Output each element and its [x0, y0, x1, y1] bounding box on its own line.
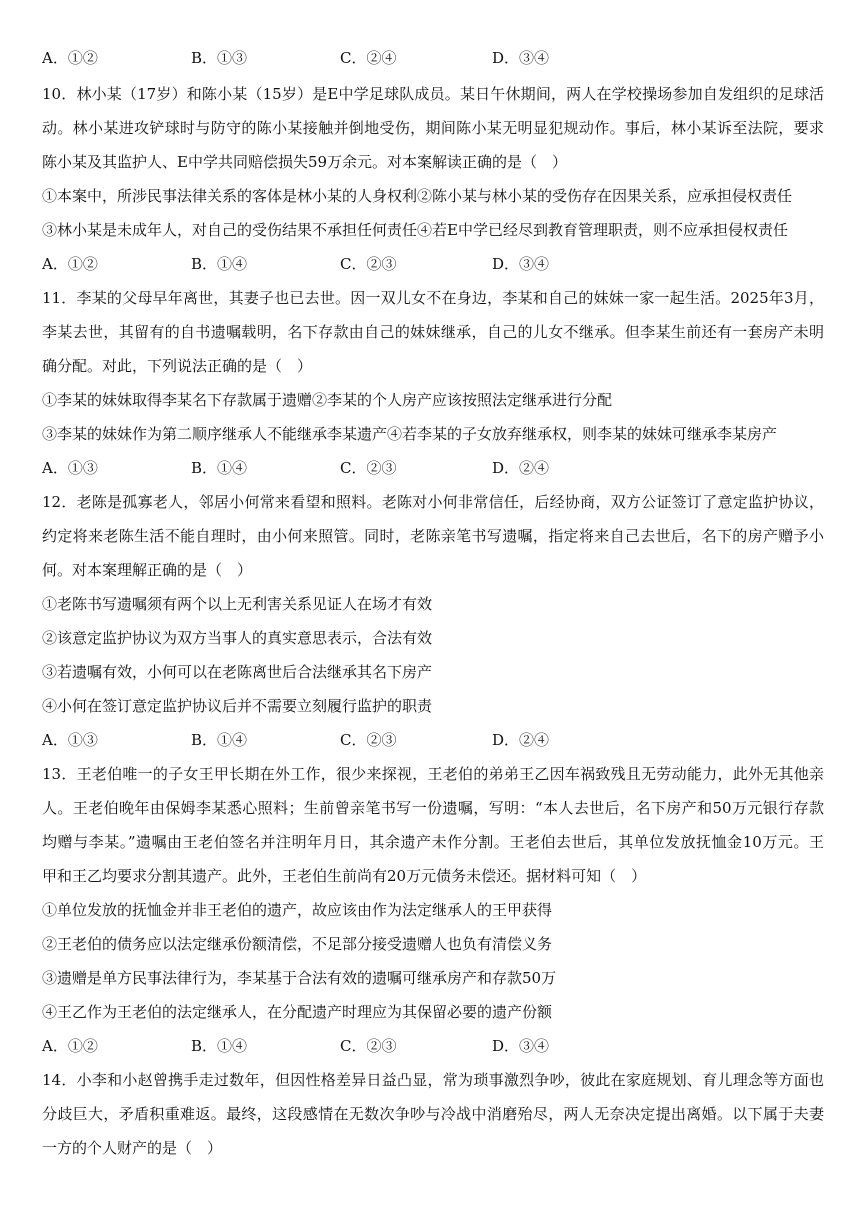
- q12-option-d[interactable]: D．②④: [492, 731, 550, 749]
- q11-option-d[interactable]: D．②④: [492, 459, 550, 477]
- q14-stem-line-1: 14．小李和小赵曾携手走过数年，但因性格差异日益凸显，常为琐事激烈争吵，彼此在家庭规划、育儿理念等方面也: [42, 1071, 824, 1089]
- q12-options: [42, 730, 642, 750]
- q10-option-c[interactable]: C．②③: [340, 255, 397, 273]
- q13-stem-line-1: 13．王老伯唯一的子女王甲长期在外工作，很少来探视，王老伯的弟弟王乙因车祸致残且无劳动能力，此外无其他亲: [42, 765, 824, 783]
- q9-option-b[interactable]: B．①③: [191, 49, 248, 67]
- q11-statement-1-2: ①李某的妹妹取得李某名下存款属于遗赠②李某的个人房产应该按照法定继承进行分配: [42, 391, 613, 409]
- q11-option-a[interactable]: A．①③: [42, 459, 98, 477]
- q10-option-b[interactable]: B．①④: [191, 255, 248, 273]
- q12-option-c[interactable]: C．②③: [340, 731, 397, 749]
- q12-stem-line-1: 12．老陈是孤寡老人，邻居小何常来看望和照料。老陈对小何非常信任，后经协商，双方公证签订了意定监护协议，: [42, 493, 824, 511]
- q14-stem-line-3: 一方的个人财产的是（ ）: [42, 1139, 223, 1157]
- q10-stem-line-1: 10．林小某（17岁）和陈小某（15岁）是E中学足球队成员。某日午休期间，两人在学校操场参加自发组织的足球活: [42, 85, 824, 103]
- q10-stem-line-2: 动。林小某进攻铲球时与防守的陈小某接触并倒地受伤，期间陈小某无明显犯规动作。事后，林小某诉至法院，要求: [42, 119, 824, 137]
- q9-option-d[interactable]: D．③④: [492, 49, 550, 67]
- q9-option-c[interactable]: C．②④: [340, 49, 397, 67]
- q13-statement-3: ③遗赠是单方民事法律行为，李某基于合法有效的遗嘱可继承房产和存款50万: [42, 969, 557, 987]
- q12-stem-line-3: 何。对本案理解正确的是（ ）: [42, 561, 253, 579]
- q10-options: [42, 254, 642, 274]
- q10-option-d[interactable]: D．③④: [492, 255, 550, 273]
- q13-options: [42, 1036, 642, 1056]
- q12-statement-3: ③若遗嘱有效，小何可以在老陈离世后合法继承其名下房产: [42, 663, 433, 681]
- q13-option-b[interactable]: B．①④: [191, 1037, 248, 1055]
- q11-statement-3-4: ③李某的妹妹作为第二顺序继承人不能继承李某遗产④若李某的子女放弃继承权，则李某的妹妹可继承李某房产: [42, 425, 778, 443]
- q13-statement-1: ①单位发放的抚恤金并非王老伯的遗产，故应该由作为法定继承人的王甲获得: [42, 901, 553, 919]
- q12-statement-4: ④小何在签订意定监护协议后并不需要立刻履行监护的职责: [42, 697, 433, 715]
- q10-statement-3-4: ③林小某是未成年人，对自己的受伤结果不承担任何责任④若E中学已经尽到教育管理职责，则不应承担侵权责任: [42, 221, 788, 239]
- q12-option-b[interactable]: B．①④: [191, 731, 248, 749]
- q13-stem-line-4: 甲和王乙均要求分割其遗产。此外，王老伯生前尚有20万元债务未偿还。据材料可知（ ）: [42, 867, 647, 885]
- q11-stem-line-2: 李某去世，其留有的自书遗嘱载明，名下存款由自己的妹妹继承，自己的儿女不继承。但李某生前还有一套房产未明: [42, 323, 824, 341]
- q9-options: [42, 48, 642, 68]
- q11-option-b[interactable]: B．①④: [191, 459, 248, 477]
- q13-stem-line-2: 人。王老伯晚年由保姆李某悉心照料；生前曾亲笔书写一份遗嘱，写明：“本人去世后，名下房产和50万元银行存款: [42, 799, 824, 817]
- q10-stem-line-3: 陈小某及其监护人、E中学共同赔偿损失59万余元。对本案解读正确的是（ ）: [42, 153, 568, 171]
- q13-statement-2: ②王老伯的债务应以法定继承份额清偿，不足部分接受遗赠人也负有清偿义务: [42, 935, 553, 953]
- q10-statement-1-2: ①本案中，所涉民事法律关系的客体是林小某的人身权利②陈小某与林小某的受伤存在因果关系，应承担侵权责任: [42, 187, 793, 205]
- q13-option-c[interactable]: C．②③: [340, 1037, 397, 1055]
- q11-stem-line-1: 11．李某的父母早年离世，其妻子也已去世。因一双儿女不在身边，李某和自己的妹妹一家一起生活。2025年3月，: [42, 289, 824, 307]
- q11-options: [42, 458, 642, 478]
- q11-option-c[interactable]: C．②③: [340, 459, 397, 477]
- q13-option-a[interactable]: A．①②: [42, 1037, 98, 1055]
- q10-option-a[interactable]: A．①②: [42, 255, 98, 273]
- q11-stem-line-3: 确分配。对此，下列说法正确的是（ ）: [42, 357, 313, 375]
- q14-stem-line-2: 分歧巨大，矛盾积重难返。最终，这段感情在无数次争吵与冷战中消磨殆尽，两人无奈决定提出离婚。以下属于夫妻: [42, 1105, 824, 1123]
- q12-statement-2: ②该意定监护协议为双方当事人的真实意思表示，合法有效: [42, 629, 433, 647]
- q13-option-d[interactable]: D．③④: [492, 1037, 550, 1055]
- q13-statement-4: ④王乙作为王老伯的法定继承人，在分配遗产时理应为其保留必要的遗产份额: [42, 1003, 553, 1021]
- q12-option-a[interactable]: A．①③: [42, 731, 98, 749]
- q12-stem-line-2: 约定将来老陈生活不能自理时，由小何来照管。同时，老陈亲笔书写遗嘱，指定将来自己去世后，名下的房产赠予小: [42, 527, 824, 545]
- q12-statement-1: ①老陈书写遗嘱须有两个以上无利害关系见证人在场才有效: [42, 595, 433, 613]
- q9-option-a[interactable]: A．①②: [42, 49, 98, 67]
- q13-stem-line-3: 均赠与李某。”遗嘱由王老伯签名并注明年月日，其余遗产未作分割。王老伯去世后，其单位发放抚恤金10万元。王: [42, 833, 824, 851]
